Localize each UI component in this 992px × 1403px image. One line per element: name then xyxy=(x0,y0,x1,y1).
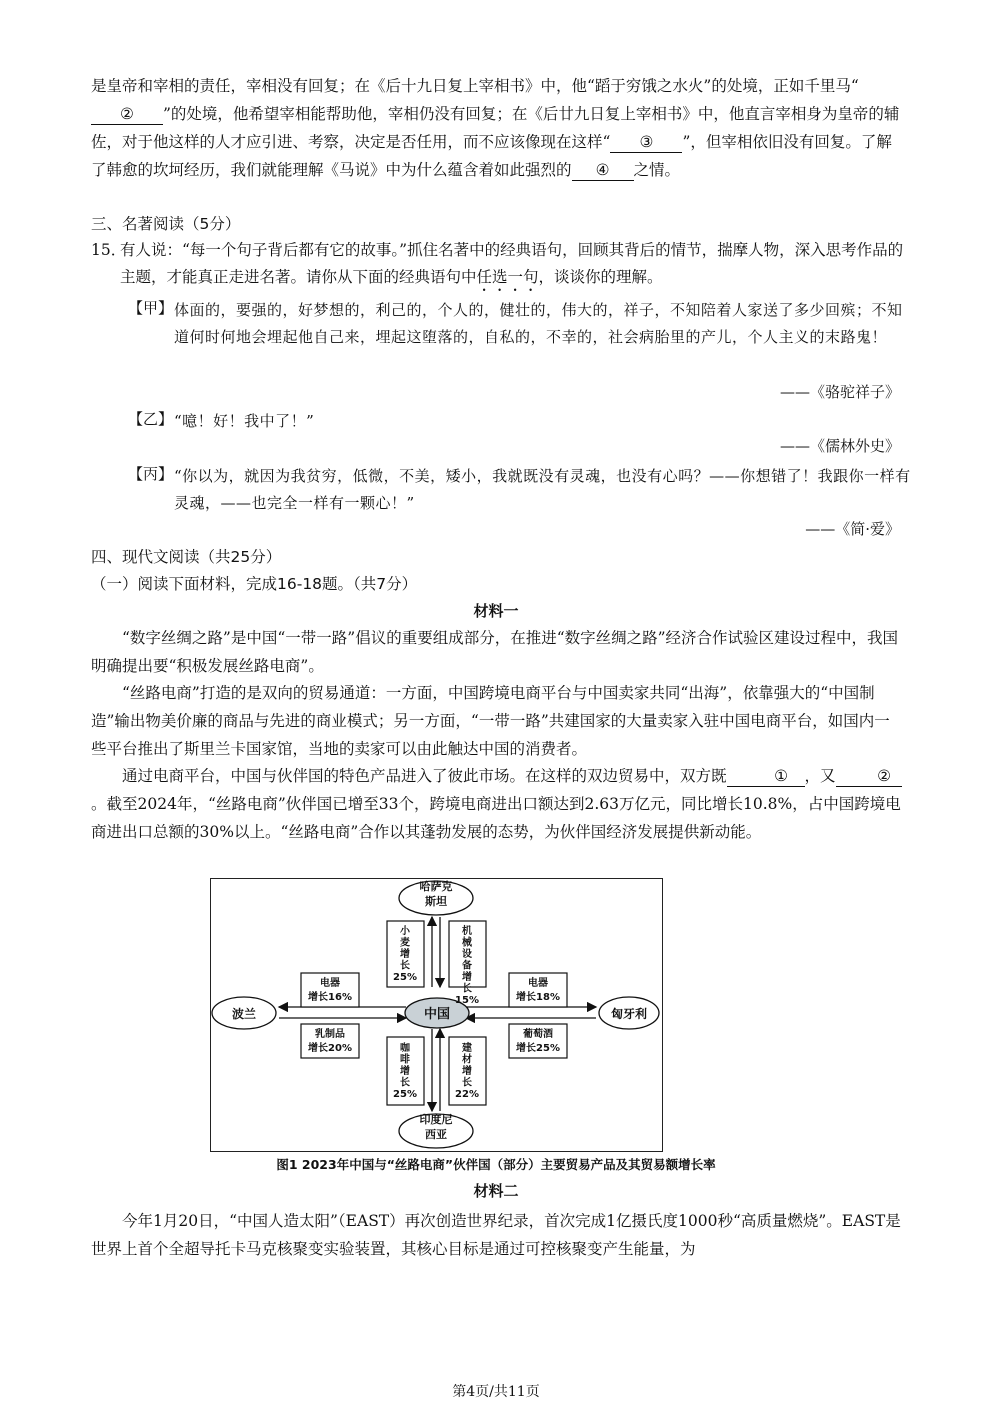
label-building: 建材增长 22% xyxy=(455,1043,479,1100)
diagram-caption: 图1 2023年中国与“丝路电商”伙伴国（部分）主要贸易产品及其贸易额增长率 xyxy=(276,1157,716,1172)
label-hungary: 匈牙利 xyxy=(610,1007,648,1021)
label-kazakhstan: 哈萨克斯坦 xyxy=(419,880,453,908)
label-coffee: 咖啡增长 25% xyxy=(393,1043,417,1100)
section-4-heading: 四、现代文阅读（共25分） xyxy=(91,548,282,566)
label-dairy: 乳制品增长20% xyxy=(308,1029,352,1054)
material-2-title: 材料二 xyxy=(473,1182,519,1200)
trade-diagram-svg xyxy=(211,879,661,1150)
label-machinery: 机械设备增长 15% xyxy=(455,926,479,1006)
page-footer: 第4页/共11页 xyxy=(452,1384,540,1400)
label-indonesia: 印度尼西亚 xyxy=(419,1113,453,1141)
label-electric-hungary: 电器增长18% xyxy=(516,978,560,1003)
quote-jia-label: 【甲】 xyxy=(128,299,174,317)
blank-3: ③ xyxy=(610,132,682,153)
section-4-sub1: （一）阅读下面材料，完成16-18题。（共7分） xyxy=(91,575,418,593)
blank-2: ② xyxy=(91,104,163,125)
label-wine: 葡萄酒增长25% xyxy=(516,1029,560,1054)
section-3-heading: 三、名著阅读（5分） xyxy=(91,215,241,233)
material-1-para-2: “丝路电商”打造的是双向的贸易通道：一方面，中国跨境电商平台与中国卖家共同“出海”，依靠强大的“中国制造”输出物美价廉的商品与先进的商业模式；另一方面，“一带一路”共建国家的大量卖家入驻中国电商平台，如国内一些平台推出了斯里兰卡国家馆，当地的卖家可以由此触达中国的消费者。 xyxy=(91,684,890,758)
trade-diagram xyxy=(210,878,663,1152)
quote-bing-label: 【丙】 xyxy=(128,465,174,483)
quote-bing-text: “你以为，就因为我贫穷，低微，不美，矮小，我就既没有灵魂，也没有心吗？——你想错了！我跟你一样有灵魂，——也完全一样有一颗心！” xyxy=(174,467,911,512)
label-wheat: 小麦增长 25% xyxy=(393,926,417,983)
intro-paragraph: 是皇帝和宰相的责任，宰相没有回复；在《后十九日复上宰相书》中，他“蹈于穷饿之水火”的处境，正如千里马“② ”的处境，他希望宰相能帮助他，宰相仍没有回复；在《后廿九日复上宰相书》中，他直言宰相身为皇帝的辅佐，对于他这样的人才应引进、考察，决定是否任用，而不应该像现在这样“ ③ ”，但宰相依旧没有回复。了解了韩愈的坎坷经历，我们就能理解《马说》中为什么蕴含着如此强烈的 ④ 之情。 xyxy=(91,77,900,179)
blank-1: ① xyxy=(727,766,805,787)
quote-yi-label: 【乙】 xyxy=(128,410,174,428)
blank-4: ④ xyxy=(572,160,634,181)
quote-jia-text: 体面的，要强的，好梦想的，利己的，个人的，健壮的，伟大的，祥子，不知陪着人家送了多少回殡；不知道何时何地会埋起他自己来，埋起这堕落的，自私的，不幸的，社会病胎里的产儿，个人主义的末路鬼！ xyxy=(174,301,903,346)
blank-2b: ② xyxy=(836,766,902,787)
material-1-title: 材料一 xyxy=(473,602,519,620)
quote-bing-source: ——《简·爱》 xyxy=(805,520,900,538)
label-electric-poland: 电器增长16% xyxy=(308,978,352,1003)
q15-number: 15． xyxy=(91,241,127,259)
quote-yi-text: “噫！好！我中了！” xyxy=(174,412,315,430)
q15-text: 有人说：“每一个句子背后都有它的故事。”抓住名著中的经典语句，回顾其背后的情节，揣摩人物，深入思考作品的主题，才能真正走进名著。请你从下面的经典语句中任选一句，谈谈你的理解。 xyxy=(120,241,904,286)
material-1-para-3: 通过电商平台，中国与伙伴国的特色产品进入了彼此市场。在这样的双边贸易中，双方既 ① ，又 ②。截至2024年，“丝路电商”伙伴国已增至33个，跨境电商进出口额达到2.63万亿元，同比增长10.8%，占中国跨境电商进出口总额的30%以上。“丝路电商”合作以其蓬勃发展的态势，为伙伴国经济发展提供新动能。 xyxy=(91,767,901,841)
label-china: 中国 xyxy=(423,1007,451,1022)
material-1-para-1: “数字丝绸之路”是中国“一带一路”倡议的重要组成部分，在推进“数字丝绸之路”经济合作试验区建设过程中，我国明确提出要“积极发展丝路电商”。 xyxy=(91,629,899,675)
material-2-para-1: 今年1月20日，“中国人造太阳”（EAST）再次创造世界纪录，首次完成1亿摄氏度1000秒“高质量燃烧”。EAST是世界上首个全超导托卡马克核聚变实验装置，其核心目标是通过可控核聚变产生能量，为 xyxy=(91,1212,901,1258)
label-poland: 波兰 xyxy=(231,1007,257,1021)
quote-jia-source: ——《骆驼祥子》 xyxy=(779,383,900,401)
emphasis-choose-one: 任选一句 xyxy=(476,268,539,286)
quote-yi-source: ——《儒林外史》 xyxy=(779,437,900,455)
